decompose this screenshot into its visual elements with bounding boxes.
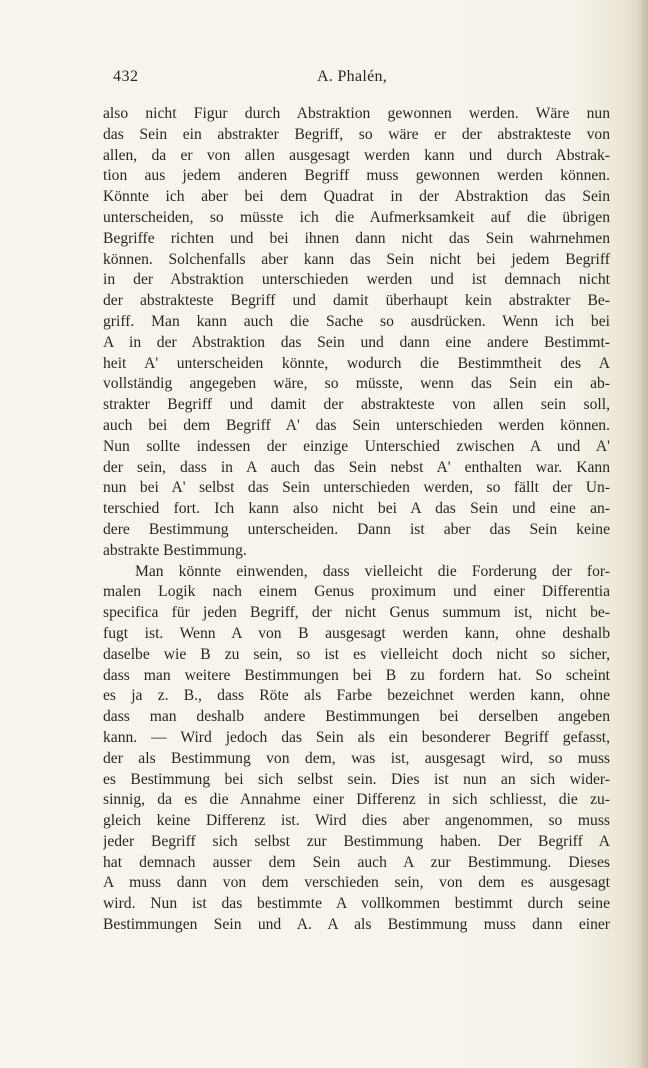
text-line: strakter Begriff und damit der abstrakteste von allen sein soll, <box>103 396 610 414</box>
text-line: kann. — Wird jedoch das Sein als ein besonderer Begriff gefasst, <box>103 728 610 746</box>
text-line: allen, da er von allen ausgesagt werden kann und durch Abstrak- <box>103 146 610 164</box>
text-line: der als Bestimmung von dem, was ist, ausgesagt wird, so muss <box>103 749 610 767</box>
text-line: daselbe wie B zu sein, so ist es vielleicht doch nicht so sicher, <box>103 645 610 663</box>
paragraph-start-line: Man könnte einwenden, dass vielleicht die Forderung der for- <box>135 562 610 580</box>
text-line: Begriffe richten und bei ihnen dann nicht das Sein wahrnehmen <box>103 229 610 247</box>
running-head <box>113 68 573 90</box>
text-line: sinnig, da es die Annahme einer Differenz in sich schliesst, die zu- <box>103 791 610 809</box>
text-line: fugt ist. Wenn A von B ausgesagt werden kann, ohne deshalb <box>103 624 610 642</box>
body-text <box>103 104 610 936</box>
text-line: nun bei A' selbst das Sein unterschieden werden, so fällt der Un- <box>103 479 610 497</box>
text-line: A muss dann von dem verschieden sein, von dem es ausgesagt <box>103 874 610 892</box>
text-line: es ja z. B., dass Röte als Farbe bezeichnet werden kann, ohne <box>103 687 610 705</box>
text-line: heit A' unterscheiden könnte, wodurch die Bestimmtheit des A <box>103 354 610 372</box>
text-line: terschied fort. Ich kann also nicht bei A das Sein und eine an- <box>103 500 610 518</box>
text-line: Bestimmungen Sein und A. A als Bestimmung muss dann einer <box>103 916 610 934</box>
text-line: Könnte ich aber bei dem Quadrat in der Abstraktion das Sein <box>103 188 610 206</box>
page-number: 432 <box>113 68 139 85</box>
text-line: jeder Begriff sich selbst zur Bestimmung haben. Der Begriff A <box>103 832 610 850</box>
text-line: der sein, dass in A auch das Sein nebst A' enthalten war. Kann <box>103 458 610 476</box>
text-line: es Bestimmung bei sich selbst sein. Dies ist nun an sich wider- <box>103 770 610 788</box>
text-line: in der Abstraktion unterschieden werden und ist demnach nicht <box>103 271 610 289</box>
text-line: gleich keine Differenz ist. Wird dies aber angenommen, so muss <box>103 812 610 830</box>
text-line: vollständig angegeben wäre, so müsste, wenn das Sein ein ab- <box>103 375 610 393</box>
paragraph-end-line: abstrakte Bestimmung. <box>103 541 247 559</box>
text-line: tion aus jedem anderen Begriff muss gewonnen werden können. <box>103 167 610 185</box>
text-line: A in der Abstraktion das Sein und dann eine andere Bestimmt- <box>103 333 610 351</box>
page-edge-shadow <box>638 0 648 1068</box>
text-line: können. Solchenfalls aber kann das Sein nicht bei jedem Begriff <box>103 250 610 268</box>
text-line: dass man deshalb andere Bestimmungen bei derselben angeben <box>103 708 610 726</box>
text-line: unterscheiden, so müsste ich die Aufmerksamkeit auf die übrigen <box>103 208 610 226</box>
text-line: der abstrakteste Begriff und damit überhaupt kein abstrakter Be- <box>103 292 610 310</box>
text-line: das Sein ein abstrakter Begriff, so wäre er der abstrakteste von <box>103 125 610 143</box>
text-line: dass man weitere Bestimmungen bei B zu fordern hat. So scheint <box>103 666 610 684</box>
text-line: also nicht Figur durch Abstraktion gewonnen werden. Wäre nun <box>103 105 610 122</box>
text-line: hat demnach ausser dem Sein auch A zur Bestimmung. Dieses <box>103 853 610 871</box>
text-line: griff. Man kann auch die Sache so ausdrücken. Wenn ich bei <box>103 312 610 330</box>
running-head-author: A. Phalén, <box>317 68 388 85</box>
text-line: malen Logik nach einem Genus proximum und einer Differentia <box>103 583 610 601</box>
text-line: dere Bestimmung unterscheiden. Dann ist aber das Sein keine <box>103 520 610 538</box>
text-line: specifica für jeden Begriff, der nicht Genus summum ist, nicht be- <box>103 604 610 622</box>
text-line: wird. Nun ist das bestimmte A vollkommen bestimmt durch seine <box>103 895 610 913</box>
text-line: auch bei dem Begriff A' das Sein unterschieden werden können. <box>103 416 610 434</box>
text-line: Nun sollte indessen der einzige Unterschied zwischen A und A' <box>103 437 610 455</box>
